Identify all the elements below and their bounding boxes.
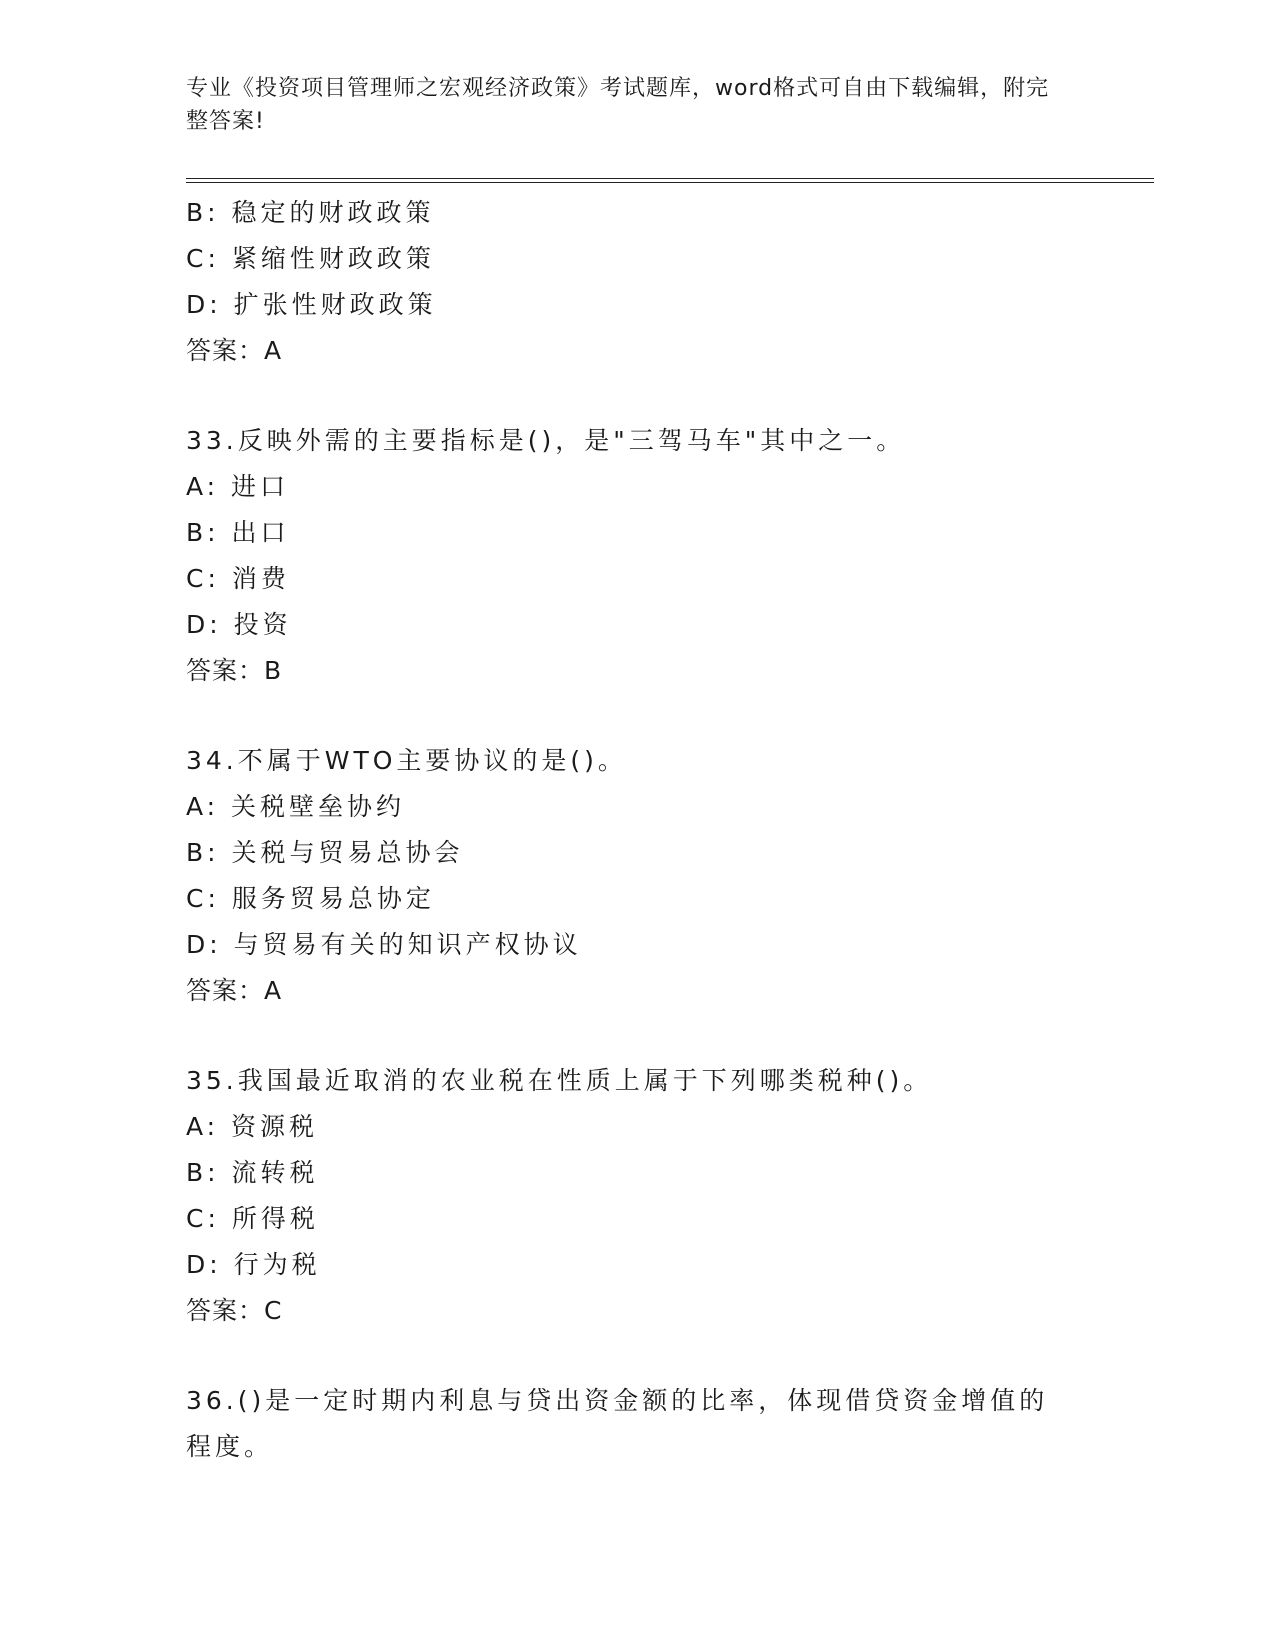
- document-intro: 专业《投资项目管理师之宏观经济政策》考试题库，word格式可自由下载编辑，附完整答案!: [186, 76, 1050, 134]
- option-a: A: 进口: [186, 472, 290, 501]
- option-b: B: 出口: [186, 518, 290, 547]
- question-block-35: [186, 1058, 1154, 1334]
- option-d: D: 扩张性财政政策: [186, 290, 437, 319]
- answer-line: 答案：A: [186, 976, 283, 1005]
- option-b: B: 关税与贸易总协会: [186, 838, 464, 867]
- answer-line: 答案：C: [186, 1296, 283, 1325]
- spacer: [186, 374, 1154, 418]
- question-block-33: [186, 418, 1154, 694]
- question-list: [186, 190, 1154, 1470]
- header-divider: [186, 178, 1154, 183]
- spacer: [186, 1334, 1154, 1378]
- option-a: A: 资源税: [186, 1112, 319, 1141]
- question-text: 34.不属于WTO主要协议的是()。: [186, 746, 627, 775]
- question-text: 33.反映外需的主要指标是()，是"三驾马车"其中之一。: [186, 426, 906, 455]
- option-c: C: 服务贸易总协定: [186, 884, 435, 913]
- option-d: D: 行为税: [186, 1250, 321, 1279]
- option-b: B: 稳定的财政政策: [186, 198, 435, 227]
- option-c: C: 所得税: [186, 1204, 319, 1233]
- answer-line: 答案：B: [186, 656, 283, 685]
- option-c: C: 紧缩性财政政策: [186, 244, 435, 273]
- question-text: 36.()是一定时期内利息与贷出资金额的比率，体现借贷资金增值的程度。: [186, 1386, 1049, 1461]
- spacer: [186, 694, 1154, 738]
- option-c: C: 消费: [186, 564, 290, 593]
- option-b: B: 流转税: [186, 1158, 319, 1187]
- option-d: D: 投资: [186, 610, 292, 639]
- answer-line: 答案：A: [186, 336, 283, 365]
- question-text: 35.我国最近取消的农业税在性质上属于下列哪类税种()。: [186, 1066, 933, 1095]
- question-block-32: [186, 190, 1154, 374]
- spacer: [186, 1014, 1154, 1058]
- question-block-36: [186, 1378, 1154, 1470]
- option-a: A: 关税壁垒协约: [186, 792, 406, 821]
- option-d: D: 与贸易有关的知识产权协议: [186, 930, 582, 959]
- question-block-34: [186, 738, 1154, 1014]
